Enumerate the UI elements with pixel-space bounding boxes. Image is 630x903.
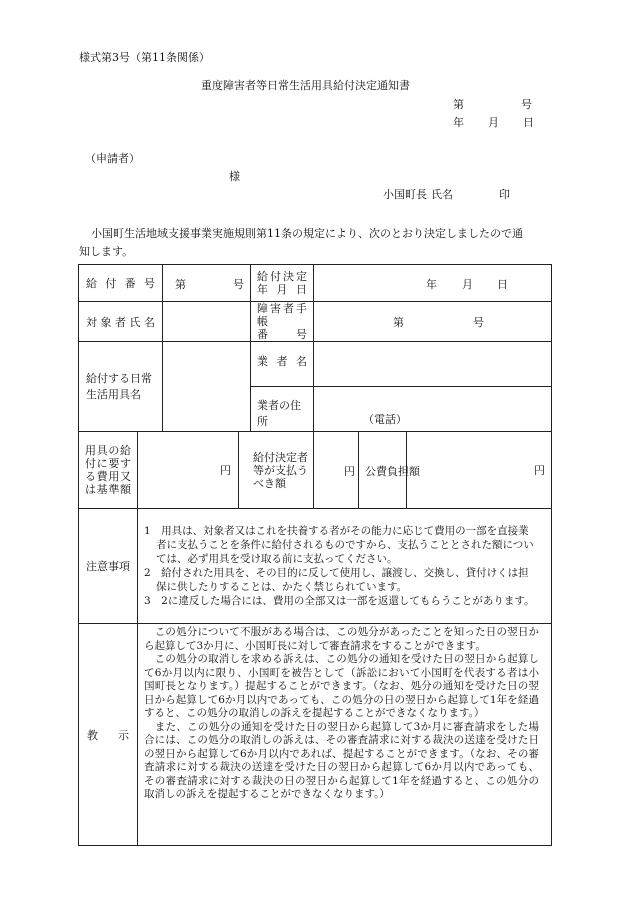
cost-label-4: は基準額 xyxy=(85,483,131,496)
payer-label-3: べき額 xyxy=(253,476,286,490)
cost-label-2: 付に要す xyxy=(85,457,131,470)
note-2: 2 給付された用具を、その目的に反して使用し、譲渡し、交換し、貸付けくは担保に供したりすることは、かたく禁じられています。 xyxy=(144,567,529,593)
decision-date-day: 日 xyxy=(497,278,508,291)
target-name-label: 対象者氏名 xyxy=(86,315,155,329)
doc-number-prefix: 第 xyxy=(453,98,464,111)
vendor-address-label: 業者の住所 xyxy=(257,399,301,428)
cost-label-1: 用具の給 xyxy=(85,444,131,457)
notes-cell xyxy=(138,509,552,624)
doc-date-day: 日 xyxy=(523,116,534,129)
handbook-number-prefix: 第 xyxy=(393,316,404,329)
cost-amount-field[interactable] xyxy=(138,432,239,509)
teaching-label-cell xyxy=(79,624,138,846)
form-number: 様式第3号（第11条関係） xyxy=(79,51,210,64)
payer-amount-field[interactable] xyxy=(314,432,420,509)
public-burden-label: 公費負担額 xyxy=(365,465,420,478)
teaching-paragraph-1: この処分について不服がある場合は、この処分があったことを知った日の翌日から起算して3か月に、小国町長に対して審査請求をすることができます。 xyxy=(144,626,540,652)
benefit-number-cell[interactable] xyxy=(163,265,251,302)
equipment-label-1: 給付する日常 xyxy=(86,371,152,385)
benefit-number-suffix: 号 xyxy=(233,278,244,291)
decision-date-label-cell xyxy=(251,265,314,302)
issuer-office: 小国町長 xyxy=(383,188,427,201)
seal-mark: 印 xyxy=(499,188,510,201)
note-1: 1 用具は、対象者又はこれを扶養する者がその能力に応じて費用の一部を直接業者に支払うことを条件に給付されるものですから、支払うこととされた額については、必ず用具を受け取る前に支払ってください。 xyxy=(144,525,534,565)
target-name-field[interactable] xyxy=(163,302,251,342)
decision-date-label-1: 給付決定 xyxy=(257,270,307,283)
decision-date-cell[interactable] xyxy=(314,265,552,302)
notes-label-cell xyxy=(79,509,138,624)
phone-label: （電話） xyxy=(363,413,407,426)
decision-date-year: 年 xyxy=(426,278,437,291)
doc-date-month: 月 xyxy=(488,116,499,129)
payer-label-1: 給付決定者 xyxy=(253,450,308,464)
honorific: 様 xyxy=(229,170,240,183)
handbook-label-cell xyxy=(251,302,314,342)
doc-date-year: 年 xyxy=(453,116,464,129)
vendor-name-label-cell xyxy=(251,342,314,387)
issuer-name-label: 氏名 xyxy=(431,188,453,201)
note-3: 3 2に違反した場合には、費用の全部又は一部を返還してもらうことがあります。 xyxy=(144,595,535,607)
equipment-label-cell xyxy=(79,342,163,432)
public-burden-field[interactable] xyxy=(407,432,552,509)
teaching-paragraph-3: また、この処分の通知を受けた日の翌日から起算して3か月に審査請求をした場合には、この処分の取消しの訴えは、その審査請求に対する裁決の送達を受けた日の翌日から起算して6か月以内であれば、提起することができます。（なお、その審査請求に対する裁決の送達を受けた日の翌日から起算して6か月以内であっても、その審査請求に対する裁決の日の翌日から起算して1年を経過すると、この処分の取消しの訴えを提起することができなくなります。） xyxy=(144,720,540,800)
teaching-cell xyxy=(138,624,552,846)
teaching-paragraph-2: この処分の取消しを求める訴えは、この処分の通知を受けた日の翌日から起算して6か月以内に限り、小国町を被告として（訴訟において小国町を代表する者は小国町長となります。）提起することができます。（なお、処分の通知を受けた日の翌日から起算して6か月以内であっても、この処分の日の翌日から起算して1年を経過すると、この処分の取消しの訴えを提起することができなくなります。） xyxy=(144,653,540,719)
handbook-label-2: 番号 xyxy=(257,328,307,341)
intro-line-1: 小国町生活地域支援事業実施規則第11条の規定により、次のとおり決定しましたので通 xyxy=(91,227,523,240)
document-title: 重度障害者等日常生活用具給付決定通知書 xyxy=(201,79,410,92)
notes-label: 注意事項 xyxy=(86,560,130,573)
vendor-name-field[interactable] xyxy=(314,342,552,387)
vendor-address-label-cell xyxy=(251,387,314,432)
handbook-number-cell[interactable] xyxy=(314,302,552,342)
cost-label-3: る費用又 xyxy=(85,470,131,483)
public-yen: 円 xyxy=(534,464,546,477)
payer-yen: 円 xyxy=(344,465,355,478)
handbook-number-suffix: 号 xyxy=(473,316,484,329)
target-name-label-cell xyxy=(79,302,163,342)
payer-label-2: 等が支払う xyxy=(253,463,308,477)
decision-date-label-2: 年月日 xyxy=(257,283,307,296)
vendor-name-label: 業者名 xyxy=(257,355,307,368)
equipment-label-2: 生活用具名 xyxy=(86,387,141,401)
decision-table xyxy=(78,264,552,846)
doc-number-suffix: 号 xyxy=(521,98,532,111)
benefit-number-label: 給付番号 xyxy=(86,277,155,290)
intro-line-2: 知します。 xyxy=(79,245,134,258)
benefit-number-prefix: 第 xyxy=(175,278,186,291)
applicant-label: （申請者） xyxy=(85,152,140,165)
handbook-label-1: 障害者手帳 xyxy=(257,302,307,328)
benefit-number-label-cell xyxy=(79,265,163,302)
cost-label-cell xyxy=(79,432,138,509)
equipment-name-field[interactable] xyxy=(163,342,251,432)
payer-label-cell xyxy=(239,432,314,509)
cost-yen: 円 xyxy=(220,464,231,477)
decision-date-month: 月 xyxy=(462,278,473,291)
vendor-address-field[interactable] xyxy=(314,387,552,432)
teaching-label: 教示 xyxy=(87,728,129,742)
